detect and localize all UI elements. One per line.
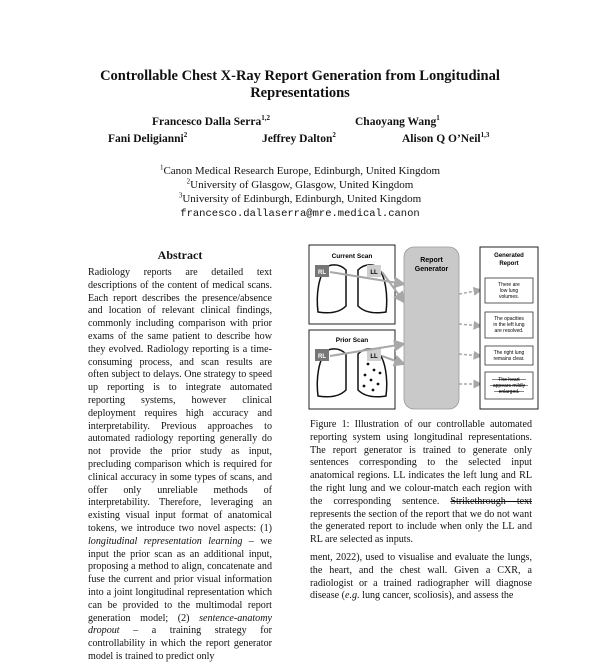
output-label-2: Report xyxy=(499,261,519,267)
right-column-body: ment, 2022), used to visualise and evaluate the lungs, the heart, and the chest wall. Given a CXR, a radiologist or a trained radiographer will diagnose disease (e.g. lung cancer, scoliosis), and assess the xyxy=(310,552,532,602)
prior-scan-panel xyxy=(309,330,395,409)
ll-label-current: LL xyxy=(370,270,378,276)
sentence-1 xyxy=(485,278,533,303)
author-1: Francesco Dalla Serra$^{1,2}$ xyxy=(152,114,270,128)
ll-label-prior: LL xyxy=(370,354,378,360)
prior-scan-label: Prior Scan xyxy=(335,337,369,344)
svg-text:There are: There are xyxy=(498,282,520,288)
generated-report xyxy=(480,247,538,409)
rl-label-current: RL xyxy=(318,270,326,276)
title-line-2: Representations xyxy=(250,85,350,101)
svg-text:remains clear.: remains clear. xyxy=(493,356,525,362)
svg-text:The right lung: The right lung xyxy=(493,350,525,356)
svg-text:appears mildly: appears mildly xyxy=(492,383,526,389)
current-scan-label: Current Scan xyxy=(331,253,373,260)
figure-1 xyxy=(308,244,540,419)
svg-text:The opacities: The opacities xyxy=(494,316,524,322)
paper-title xyxy=(80,68,520,102)
affiliation-1: $^1$Canon Medical Research Europe, Edinburgh, United Kingdom xyxy=(159,163,441,177)
email[interactable]: francesco.dallaserra@mre.medical.canon xyxy=(180,208,420,220)
sentence-3 xyxy=(485,346,533,365)
abstract-body: Radiology reports are detailed text descriptions of the content of medical scans. Each report describes the presence/absence and location of relevant clinical findings, commonly including comparison with prior exams of the same patient to describe how they evolved. Radiology reporting is a time-consuming process, and scan results are often subject to delays. One strategy to speed up reporting is to integrate automated reporting systems, however clinical deployment requires high accuracy and interpretability. Previous approaches to automated radiology reporting generally do not provide the prior study as input, precluding comparison which is required for clinical accuracy in some types of scans, and offer only unreliable methods of interpretability. Therefore, leveraging an existing visual input format of anatomical tokens, we introduce two novel aspects: (1) longitudinal representation learning – we input the prior scan as an additional input, proposing a method to align, concatenate and fuse the current and prior visual information into a joint longitudinal representation which can be provided to the multimodal report generation model; (2) sentence-anatomy dropout – a training strategy for controllability in which the report generator model is trained to predict only xyxy=(88,267,272,662)
affiliation-3: $^3$University of Edinburgh, Edinburgh, United Kingdom xyxy=(178,191,422,205)
author-4: Jeffrey Dalton$^2$ xyxy=(262,131,336,145)
generator-label-2: Generator xyxy=(414,266,449,273)
sentence-2 xyxy=(485,312,533,338)
author-5: Alison Q O’Neil$^{1,3}$ xyxy=(402,131,490,145)
author-3: Fani Deligianni$^2$ xyxy=(108,131,188,145)
affiliation-2: $^2$University of Glasgow, Glasgow, United Kingdom xyxy=(186,177,414,191)
figure-caption: Figure 1: Illustration of our controllable automated reporting system using longitudinal representations. The report generator is trained to generate only sentences corresponding to the selected input anatomical regions. LL indicates the left lung and RL the right lung and we colour-match each region with the corresponding sentence. Strikethrough text represents the section of the report that we do not want the generated report to include when only the LL and RL are selected as inputs. xyxy=(310,419,532,546)
report-generator xyxy=(404,247,459,409)
output-arrows xyxy=(459,290,481,384)
abstract-heading: Abstract xyxy=(157,248,203,262)
svg-text:The heart: The heart xyxy=(498,377,520,383)
rl-label-prior: RL xyxy=(318,354,326,360)
generator-label-1: Report xyxy=(420,257,443,264)
title-line-1: Controllable Chest X-Ray Report Generation from Longitudinal xyxy=(100,68,500,84)
svg-text:are resolved.: are resolved. xyxy=(494,328,524,334)
current-scan-panel xyxy=(309,245,395,324)
output-label-1: Generated xyxy=(494,253,524,259)
svg-text:in the left lung: in the left lung xyxy=(493,322,525,328)
author-2: Chaoyang Wang$^1$ xyxy=(355,114,440,128)
svg-text:low lung: low lung xyxy=(499,288,519,294)
svg-text:volumes.: volumes. xyxy=(498,294,520,300)
sentence-4-struck xyxy=(485,372,533,399)
svg-text:enlarged.: enlarged. xyxy=(498,389,520,395)
strikethrough-example: Strikethrough text xyxy=(450,495,532,507)
